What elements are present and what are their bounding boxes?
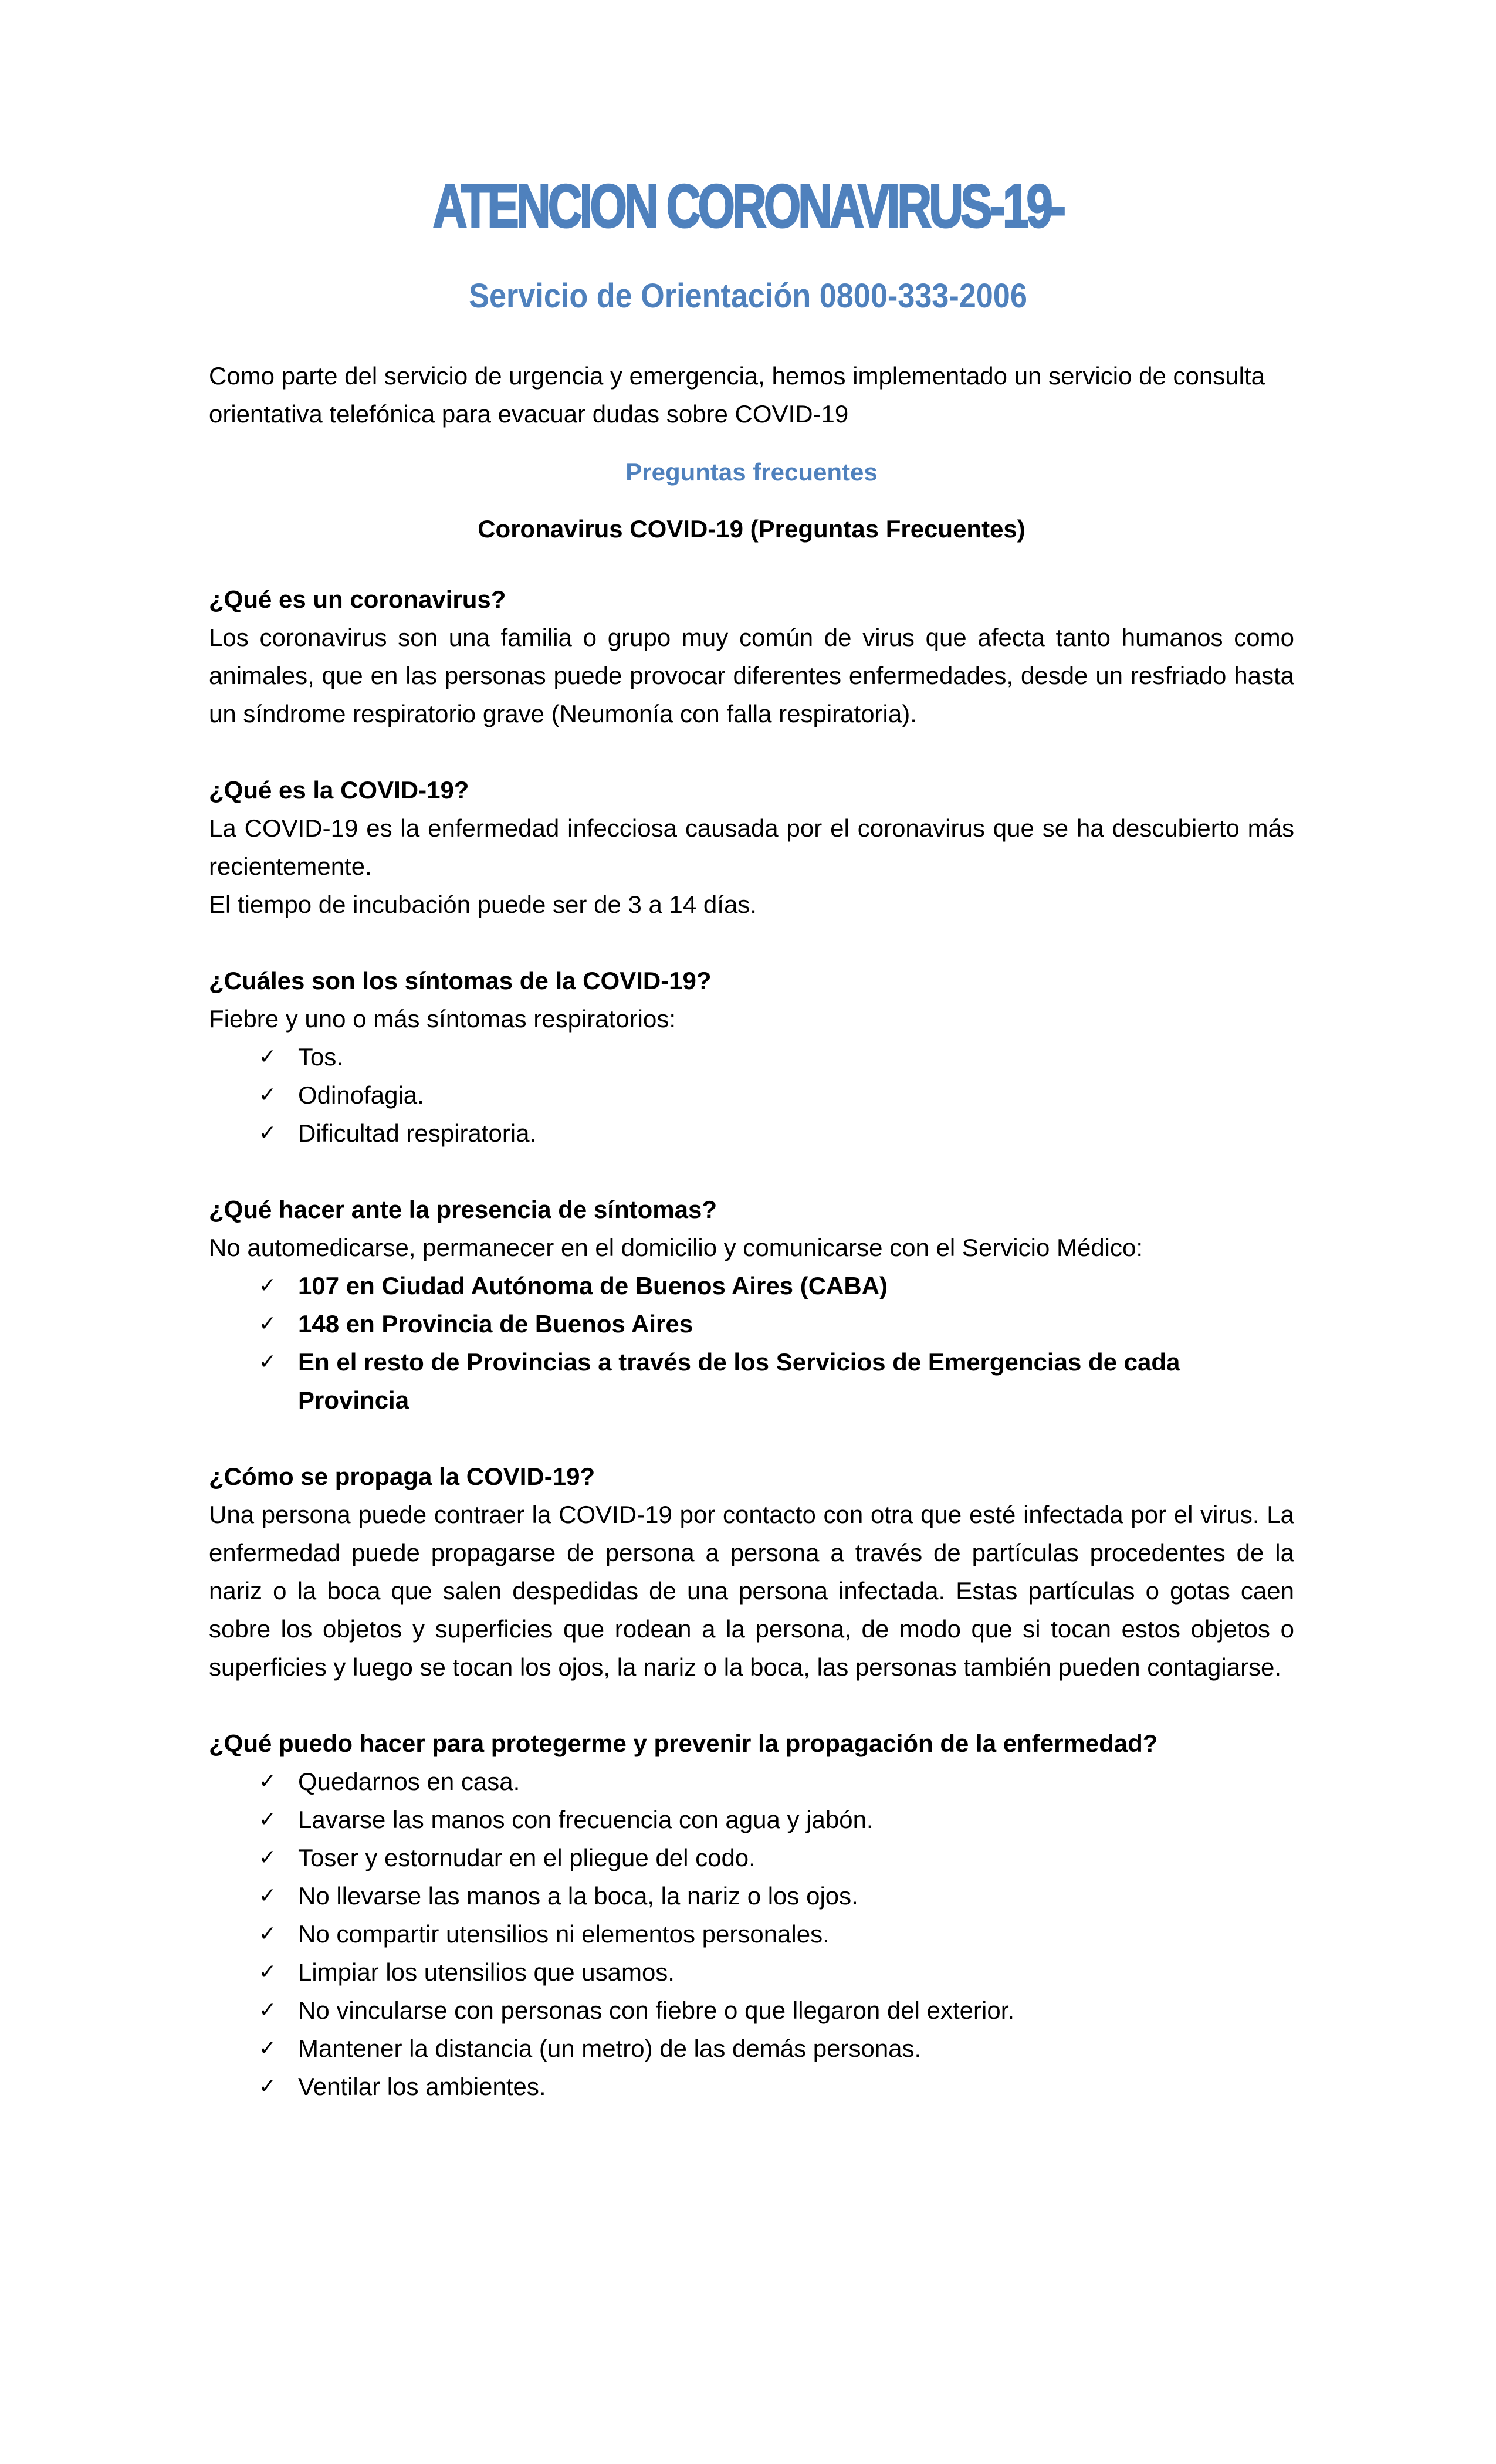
faq-question: ¿Qué es la COVID-19?: [209, 776, 469, 804]
faq-section-prevention: [209, 1724, 1294, 2106]
list-item: ✓ Ventilar los ambientes.: [209, 2067, 1294, 2106]
prevention-list: [209, 1762, 1294, 2106]
faq-question: ¿Qué puedo hacer para protegerme y prevenir la propagación de la enfermedad?: [209, 1729, 1158, 1757]
faq-answer: El tiempo de incubación puede ser de 3 a 14 días.: [209, 891, 757, 918]
list-item: ✓ Mantener la distancia (un metro) de las demás personas.: [209, 2029, 1294, 2067]
check-icon: ✓: [258, 1274, 277, 1298]
list-item: ✓ Toser y estornudar en el pliegue del codo.: [209, 1839, 1294, 1877]
faq-heading: Coronavirus COVID-19 (Preguntas Frecuentes): [478, 515, 1025, 543]
check-icon: ✓: [258, 1960, 277, 1984]
faq-question: ¿Qué es un coronavirus?: [209, 585, 506, 613]
faq-section-what-is-covid19: [209, 771, 1294, 923]
page-title: ATENCION CORONAVIRUS-19-: [432, 172, 1064, 241]
faq-answer: Fiebre y uno o más síntomas respiratorios:: [209, 1005, 676, 1033]
list-item: ✓ No llevarse las manos a la boca, la nariz o los ojos.: [209, 1877, 1294, 1915]
check-icon: ✓: [258, 1922, 277, 1946]
list-item: ✓ Tos.: [209, 1038, 1294, 1076]
check-icon: ✓: [258, 1121, 277, 1145]
faq-section-what-is-coronavirus: [209, 580, 1294, 733]
list-item: ✓ Limpiar los utensilios que usamos.: [209, 1953, 1294, 1991]
list-item: ✓ 107 en Ciudad Autónoma de Buenos Aires (CABA): [209, 1267, 1294, 1305]
check-icon: ✓: [258, 1884, 277, 1908]
check-icon: ✓: [258, 1769, 277, 1793]
symptoms-list: [209, 1038, 1294, 1152]
faq-label: Preguntas frecuentes: [625, 458, 878, 486]
check-icon: ✓: [258, 1083, 277, 1107]
faq-answer: No automedicarse, permanecer en el domicilio y comunicarse con el Servicio Médico:: [209, 1234, 1143, 1261]
list-item: ✓ Dificultad respiratoria.: [209, 1114, 1294, 1152]
emergency-numbers-list: [209, 1267, 1294, 1419]
check-icon: ✓: [258, 1350, 277, 1374]
faq-question: ¿Cuáles son los síntomas de la COVID-19?: [209, 967, 712, 994]
list-item: ✓ Lavarse las manos con frecuencia con agua y jabón.: [209, 1800, 1294, 1839]
faq-answer: Los coronavirus son una familia o grupo muy común de virus que afecta tanto humanos como animales, que en las personas puede provocar diferentes enfermedades, desde un resfriado hasta un síndrome respiratorio grave (Neumonía con falla respiratoria).: [209, 624, 1294, 727]
check-icon: ✓: [258, 2036, 277, 2060]
check-icon: ✓: [258, 1808, 277, 1832]
check-icon: ✓: [258, 1312, 277, 1336]
service-phone-subtitle: Servicio de Orientación 0800-333-2006: [469, 277, 1027, 315]
faq-question: ¿Qué hacer ante la presencia de síntomas?: [209, 1196, 717, 1223]
faq-answer: Una persona puede contraer la COVID-19 por contacto con otra que esté infectada por el virus. La enfermedad puede propagarse de persona a persona a través de partículas procedentes de la nariz o la boca que salen despedidas de una persona infectada. Estas partículas o gotas caen sobre los objetos y superficies que rodean a la persona, de modo que si tocan estos objetos o superficies y luego se tocan los ojos, la nariz o la boca, las personas también pueden contagiarse.: [209, 1501, 1294, 1681]
list-item: ✓ Odinofagia.: [209, 1076, 1294, 1114]
faq-section-symptoms: [209, 962, 1294, 1152]
list-item: ✓ En el resto de Provincias a través de los Servicios de Emergencias de cada Provincia: [209, 1343, 1294, 1419]
list-item: ✓ No compartir utensilios ni elementos personales.: [209, 1915, 1294, 1953]
list-item: ✓ 148 en Provincia de Buenos Aires: [209, 1305, 1294, 1343]
list-item: ✓ No vincularse con personas con fiebre o que llegaron del exterior.: [209, 1991, 1294, 2029]
check-icon: ✓: [258, 1045, 277, 1069]
faq-question: ¿Cómo se propaga la COVID-19?: [209, 1463, 595, 1490]
list-item: ✓ Quedarnos en casa.: [209, 1762, 1294, 1800]
intro-paragraph: Como parte del servicio de urgencia y emergencia, hemos implementado un servicio de consulta orientativa telefónica para evacuar dudas sobre COVID-19: [209, 362, 1265, 428]
faq-section-how-it-spreads: [209, 1457, 1294, 1686]
check-icon: ✓: [258, 2074, 277, 2099]
check-icon: ✓: [258, 1998, 277, 2022]
document-body: [209, 357, 1294, 2106]
faq-section-what-to-do: [209, 1190, 1294, 1419]
check-icon: ✓: [258, 1846, 277, 1870]
faq-answer: La COVID-19 es la enfermedad infecciosa causada por el coronavirus que se ha descubierto más recientemente.: [209, 814, 1294, 880]
